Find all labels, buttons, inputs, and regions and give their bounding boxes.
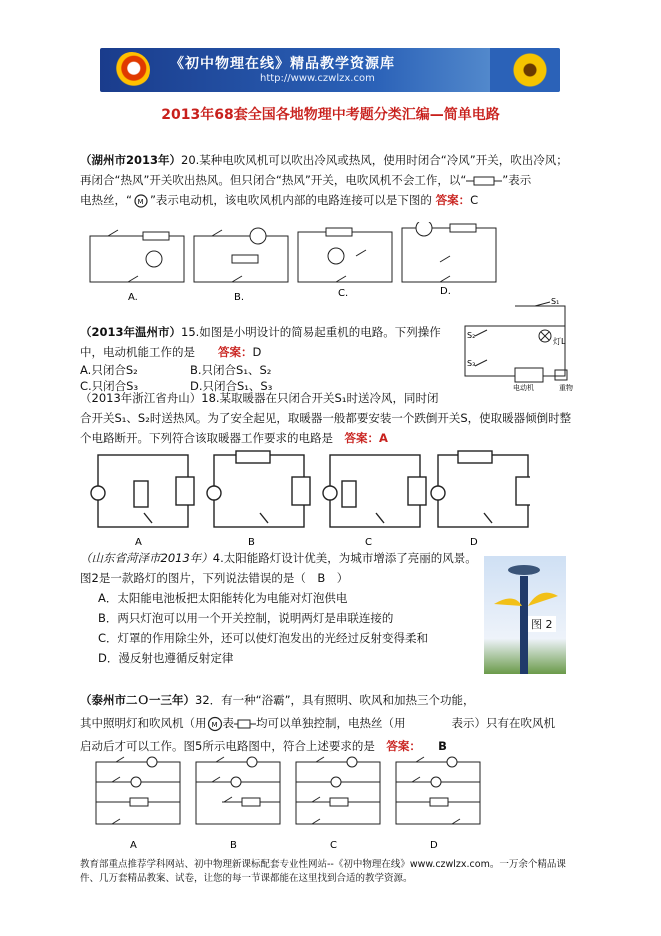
q1-label-d: D. [440,286,451,297]
q5-line2b: 表 [222,716,234,730]
q2-fig-s3: S₃ [467,359,476,368]
q5-label-a: A [130,840,137,851]
question-3 [80,388,580,448]
q1-line3a: 电热丝，“ [80,193,132,207]
q4-option-d: D．漫反射也遵循反射定律 [98,651,234,665]
q2-answer-label: 答案： [218,345,253,359]
q5-label-b: B [230,840,237,851]
q5-circuit-b [196,757,280,824]
q3-line3: 个电路断开。下列符合该取暖器工作要求的电路是 [80,431,333,445]
q4-option-c: C．灯罩的作用除尘外，还可以使灯泡发出的光经过反射变得柔和 [98,631,429,645]
q2-fig-s1: S₁ [551,297,560,306]
q5-line2c: 均可以单独控制，电热丝（用 [256,716,406,730]
page-footer [80,858,580,886]
q1-circuit-c [298,228,392,282]
svg-text:M: M [137,197,144,206]
q4-line2: 图2是一款路灯的图片，下列说法错误的是（ [80,571,306,585]
site-logo-icon [114,52,150,88]
page-title: 2013年68套全国各地物理中考题分类汇编—简单电路 [161,107,500,123]
q5-circuit-diagrams [92,756,492,854]
q1-circuit-diagrams [88,222,508,302]
footer-line2: 件、几万套精品教案、试卷，让您的每一节课都能在这里找到合适的教学资源。 [80,873,413,884]
q4-answer: B [317,571,326,585]
question-1 [80,150,580,210]
q4-fig-label: 图 2 [528,616,556,632]
q2-line2: 中，电动机能工作的是 [80,345,195,359]
street-lamp-icon [484,556,566,674]
q3-label-b: B [248,537,255,547]
svg-text:M: M [211,720,218,729]
q3-label-c: C [365,537,372,547]
footer-line1: 教育部重点推荐学科网站、初中物理新课标配套专业性网站--《初中物理在线》www.czwlzx.com。一万余个精品课 [80,859,566,870]
header-banner [100,48,560,92]
q3-line2: 合开关S₁、S₂时送热风。为了安全起见，取暖器一般都要安装一个跌倒开关S，使取暖器倾倒时整 [80,411,572,425]
q5-label-d: D [430,840,438,851]
q1-circuit-b [194,228,288,282]
q1-circuit-a [90,230,184,282]
q5-circuit-a [96,757,180,824]
q1-answer: C [470,193,479,207]
q1-line2: 再闭合“热风”开关吹出热风。但只闭合“热风”开关，电吹风机不会工作，以“ [80,173,467,187]
q2-option-c: C.只闭合S₃ [80,379,139,393]
lamp-icon [234,719,256,729]
q5-answer: B [438,739,447,753]
q1-answer-label: 答案： [435,193,471,207]
q2-fig-weight: 重物 [559,384,573,392]
question-5 [80,690,580,756]
q2-option-b: B.只闭合S₁、S₂ [190,363,272,377]
q3-label-a: A [135,537,142,547]
q3-circuit-d [431,451,530,527]
q3-answer: A [379,431,388,445]
q5-line2d: 表示）只有在吹风机 [451,716,555,730]
q2-source: （2013年温州市） [80,325,182,339]
q1-source: （湖州市2013年） [80,153,182,167]
q3-circuit-b [207,451,310,527]
q2-option-d: D.只闭合S₁、S₃ [190,379,273,393]
question-2 [80,322,450,394]
question-4 [80,548,480,668]
q1-label-b: B. [234,292,245,302]
q4-source: （山东省菏泽市2013年） [80,551,213,565]
q3-label-d: D [470,537,478,547]
q5-label-c: C [330,840,337,851]
q5-line3: 启动后才可以工作。图5所示电路图中，符合上述要求的是 [80,739,375,753]
banner-url[interactable]: http://www.czwlzx.com [260,73,375,84]
q5-line1: 32．有一种“浴霸”，具有照明、吹风和加热三个功能， [195,693,475,707]
q2-fig-s2: S₂ [467,331,476,340]
q1-line1: 20.某种电吹风机可以吹出冷风或热风，使用时闭合“冷风”开关，吹出冷风； [181,153,568,167]
q4-close-paren: ） [336,571,349,585]
sunflower-icon [490,48,560,92]
q5-circuit-c [296,757,380,824]
q1-label-c: C. [338,288,349,299]
banner-title: 《初中物理在线》精品教学资源库 [170,56,395,72]
q3-circuit-diagrams [90,447,530,547]
q3-answer-label: 答案： [344,431,379,445]
q2-fig-lamp: 灯L [553,337,566,346]
q4-option-a: A．太阳能电池板把太阳能转化为电能对灯泡供电 [98,591,348,605]
q3-circuit-a [91,455,194,527]
motor-icon [207,716,223,732]
q3-line1: 18.某取暖器在只闭合开关S₁时送冷风，同时闭 [201,391,439,405]
q3-source: （2013年浙江省舟山） [80,391,202,405]
q2-line1: 15.如图是小明设计的简易起重机的电路。下列操作 [181,325,441,339]
q1-circuit-d [402,222,496,282]
q1-line3b: ”表示电动机，该电吹风机内部的电路连接可以是下图的 [149,193,432,207]
motor-icon [132,194,150,208]
q1-label-a: A. [128,292,138,302]
q4-option-b: B．两只灯泡可以用一个开关控制，说明两灯是串联连接的 [98,611,394,625]
q1-line2b: ”表示 [502,173,532,187]
street-lamp-photo [484,556,566,674]
q2-option-a: A.只闭合S₂ [80,363,138,377]
q5-source: （泰州市二Ｏ一三年） [80,693,195,707]
q2-answer: D [252,345,262,359]
q2-fig-motor: 电动机 [513,384,534,392]
q5-line2a: 其中照明灯和吹风机（用 [80,716,207,730]
q2-crane-circuit [455,296,585,392]
resistor-icon [466,176,502,186]
q4-line1: 4.太阳能路灯设计优美，为城市增添了亮丽的风景。 [212,551,477,565]
q3-circuit-c [323,455,426,527]
q5-circuit-d [396,757,480,824]
q5-answer-label: 答案： [386,739,416,753]
